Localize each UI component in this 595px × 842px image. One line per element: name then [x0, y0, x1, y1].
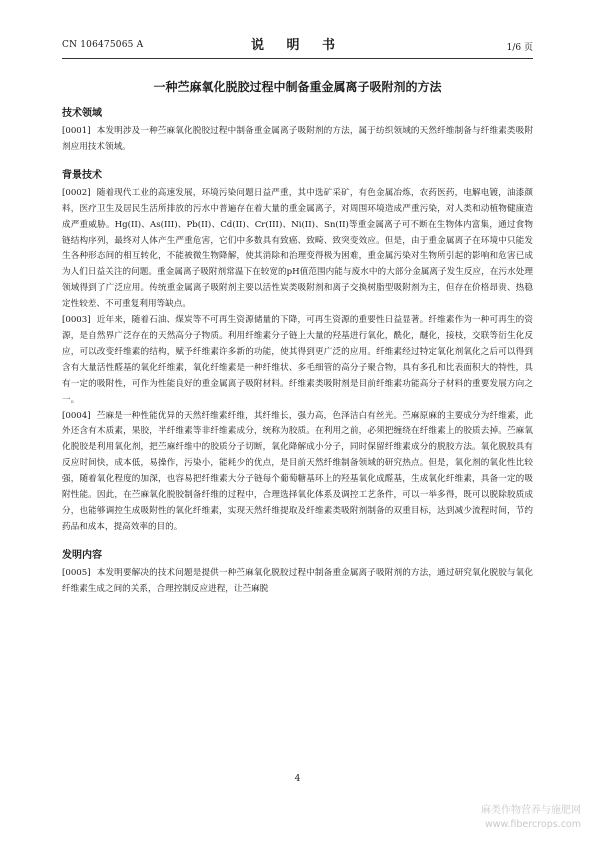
- page-number: 4: [294, 774, 301, 784]
- section-heading: 技术领域: [62, 108, 102, 119]
- paragraph-text: 苎麻是一种性能优异的天然纤维素纤维，其纤维长，强力高，色泽洁白有丝光。苎麻原麻的主要成分为纤维素，此外还含有木质素，果胶，半纤维素等非纤维素成分，统称为胶质。在利用之前，必须把缠绕在纤维素上的胶质去掉。苎麻氧化脱胶是利用氧化剂，把苎麻纤维中的胶质分子切断，氧化降解成小分子，同时保留纤维素成分的脱胶方法。氧化脱胶具有反应时间快，成本低，易操作，污染小，能耗少的优点，是目前天然纤维制备领域的研究热点。但是，氧化剂的氧化性比较强，随着氧化程度的加深，也容易把纤维素大分子链每个葡萄糖基环上的羟基氧化成醛基，生成氧化纤维素，具备一定的吸附性能。因此，在苎麻氧化脱胶制备纤维的过程中，合理选择氧化体系及调控工艺条件，可以一举多得，既可以脱除胶质成分，也能够调控生成吸附性的氧化纤维素，实现天然纤维提取及纤维素类吸附剂制备的双重目标，达到减少流程时间，节约药品和成本，提高效率的目的。: [62, 410, 533, 532]
- paragraph-0001: [62, 124, 533, 156]
- section-summary: [62, 548, 533, 598]
- paragraph-number: [0003]: [62, 315, 91, 326]
- watermark-cn: 麻类作物营养与施肥网: [481, 805, 581, 816]
- section-gap: [62, 536, 533, 548]
- section-gap: [62, 156, 533, 168]
- page-counter: 1/6 页: [506, 43, 533, 53]
- watermark-url: www.fibercrops.com: [484, 819, 581, 830]
- publication-number: CN 106475065 A: [62, 40, 144, 50]
- paragraph-number: [0005]: [62, 567, 91, 578]
- document-type-label: 说 明 书: [250, 38, 345, 53]
- section-technical-field: [62, 106, 533, 156]
- document-body: [62, 106, 533, 598]
- paragraph-text: 本发明要解决的技术问题是提供一种苎麻氧化脱胶过程中制备重金属离子吸附剂的方法，通过研究氧化脱胶与氧化纤维素生成之间的关系，合理控制反应进程，让苎麻脱: [62, 567, 533, 594]
- paragraph-0004: [62, 409, 533, 536]
- paragraph-text: 随着现代工业的高速发展，环境污染问题日益严重，其中选矿采矿，有色金属冶炼，农药医药，电解电镀，油漆颜料，医疗卫生及居民生活所排放的污水中普遍存在着大量的重金属离子，对周围环境造成严重污染，对人类和动植物健康造成严重威胁。Hg(II)、As(III)、Pb(II)、Cd(II)、Cr(III)、Ni(II)、Sn(II)等重金属离子可不断在生物体内富集，通过食物链结构序列，最终对人体产生严重危害，它们中多数具有致癌、致畸、致突变效应。但是，由于重金属离子在环境中只能发生各种形态间的相互转化，不能被微生物降解，使其消除和治理变得极为困难，重金属污染对生物所引起的影响和危害已成为人们日益关注的问题。重金属离子吸附剂常温下在较宽的pH值范围内能与废水中的大部分金属离子发生反应，在污水处理领域得到了广泛应用。传统重金属离子吸附剂主要以活性炭类吸附剂和离子交换树脂型吸附剂为主，但存在价格昂贵、热稳定性较差、不可重复利用等缺点。: [62, 187, 533, 310]
- section-heading: 发明内容: [62, 549, 102, 561]
- paragraph-number: [0004]: [62, 410, 91, 421]
- section-background-art: [62, 168, 533, 536]
- paragraph-text: 近年来，随着石油、煤炭等不可再生资源储量的下降，可再生资源的重要性日益显著。纤维素作为一种可再生的资源，是自然界广泛存在的天然高分子物质。利用纤维素分子链上大量的羟基进行氧化，酰化，醚化，接枝，交联等衍生化反应，可以改变纤维素的结构，赋予纤维素许多新的功能，使其得到更广泛的应用。纤维素经过特定氧化剂氧化之后可以得到含有大量活性醛基的氧化纤维素，氧化纤维素是一种纤维状、多毛细管的高分子聚合物，具有多孔和比表面积大的特性，具有一定的吸附性，可作为性能良好的重金属离子吸附材料。纤维素类吸附剂是目前纤维素功能高分子材料的重要发展方向之一。: [62, 315, 533, 405]
- section-heading: 背景技术: [62, 169, 102, 181]
- paragraph-0002: [62, 186, 533, 313]
- paragraph-0005: [62, 566, 533, 598]
- header-divider: [62, 58, 533, 59]
- paragraph-number: [0002]: [62, 187, 91, 198]
- paragraph-0003: [62, 313, 533, 408]
- site-watermark: [481, 804, 581, 832]
- paragraph-number: [0001]: [62, 126, 91, 136]
- page-header: [62, 34, 533, 56]
- document-title: 一种苎麻氧化脱胶过程中制备重金属离子吸附剂的方法: [153, 80, 442, 94]
- paragraph-text: 本发明涉及一种苎麻氧化脱胶过程中制备重金属离子吸附剂的方法，属于纺织领域的天然纤维制备与纤维素类吸附剂应用技术领域。: [62, 126, 533, 152]
